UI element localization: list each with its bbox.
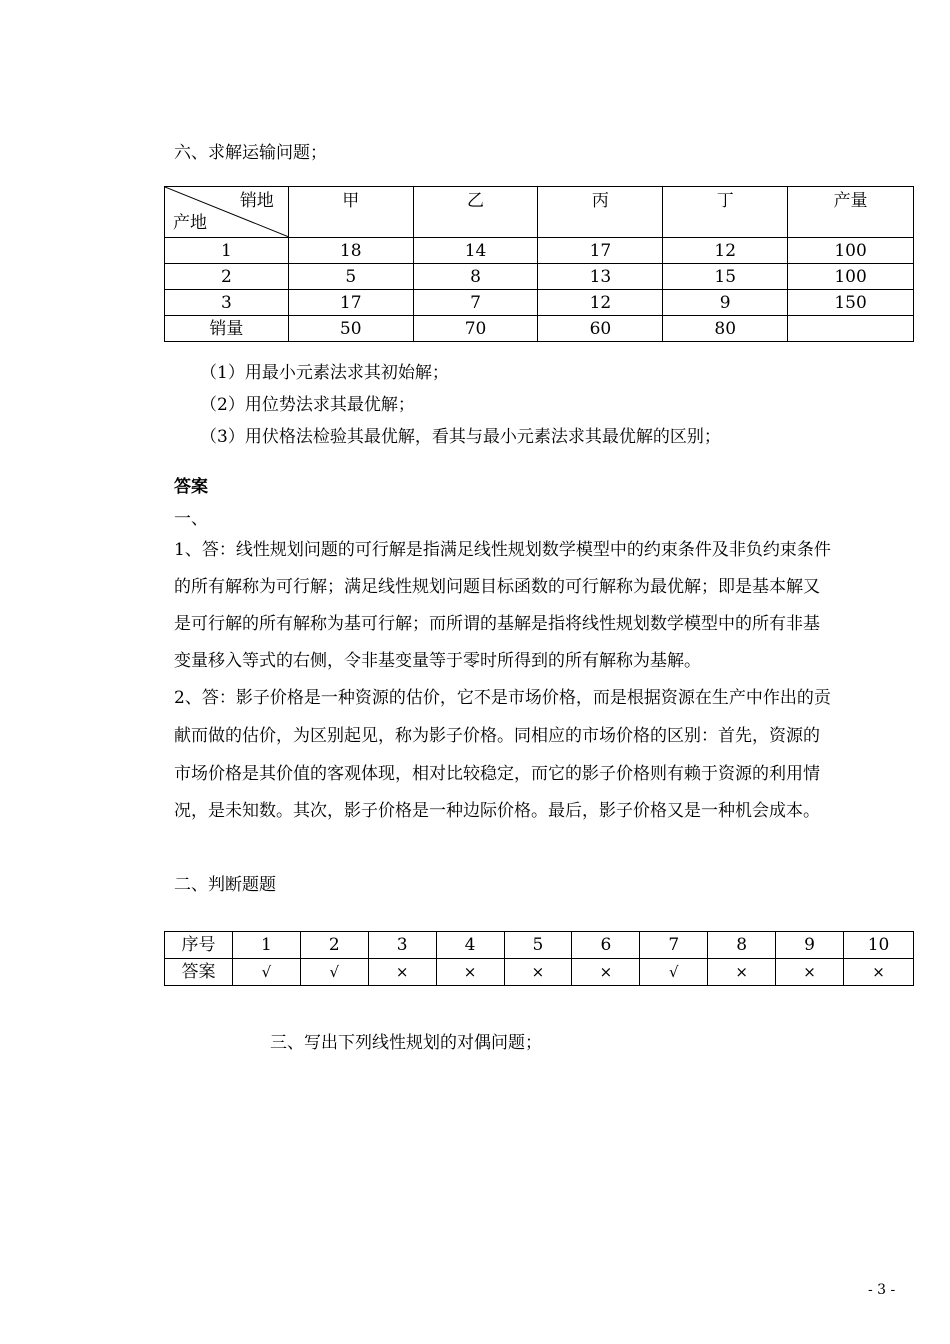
question-number: 3 (368, 932, 436, 959)
table-row (165, 238, 914, 264)
answer2-line: 况，是未知数。其次，影子价格是一种边际价格。最后，影子价格又是一种机会成本。 (174, 801, 820, 821)
question-number: 10 (844, 932, 914, 959)
answer2-line: 2、答：影子价格是一种资源的估价，它不是市场价格，而是根据资源在生产中作出的贡 (174, 688, 831, 708)
transport-table (164, 186, 914, 342)
table-cell (788, 316, 914, 342)
table-cell: 50 (288, 316, 413, 342)
table-cell: 9 (663, 290, 788, 316)
table-cell: 150 (788, 290, 914, 316)
row-label: 销量 (165, 316, 289, 342)
table-cell: 17 (538, 238, 663, 264)
table-row (165, 959, 914, 986)
table-cell: 18 (288, 238, 413, 264)
question-number: 8 (708, 932, 776, 959)
col-header: 产量 (788, 187, 914, 238)
answer-mark: × (776, 959, 844, 986)
table-cell: 15 (663, 264, 788, 290)
table-row (165, 264, 914, 290)
answer-mark: × (844, 959, 914, 986)
table-cell: 13 (538, 264, 663, 290)
corner-cell (165, 187, 289, 238)
answer-mark: √ (640, 959, 708, 986)
table-cell: 100 (788, 238, 914, 264)
question-1: （1）用最小元素法求其初始解； (200, 363, 449, 383)
answer1-line: 变量移入等式的右侧，令非基变量等于零时所得到的所有解称为基解。 (174, 651, 701, 671)
question-number: 7 (640, 932, 708, 959)
answer1-line: 的所有解称为可行解；满足线性规划问题目标函数的可行解称为最优解；即是基本解又 (174, 577, 820, 597)
judgement-table (164, 931, 914, 986)
row-label: 答案 (165, 959, 233, 986)
page-number: - 3 - (868, 1282, 896, 1298)
part1-label: 一、 (174, 509, 208, 529)
answer-mark: × (572, 959, 640, 986)
table-cell: 70 (413, 316, 538, 342)
row-label: 1 (165, 238, 289, 264)
col-header: 甲 (288, 187, 413, 238)
col-header: 丙 (538, 187, 663, 238)
table-cell: 12 (663, 238, 788, 264)
corner-top-label: 销地 (239, 191, 274, 211)
col-header: 丁 (663, 187, 788, 238)
table-row (165, 316, 914, 342)
col-header: 乙 (413, 187, 538, 238)
question-number: 5 (504, 932, 572, 959)
table-row (165, 932, 914, 959)
table-cell: 7 (413, 290, 538, 316)
answer1-line: 1、答：线性规划问题的可行解是指满足线性规划数学模型中的约束条件及非负约束条件 (174, 540, 831, 560)
answers-heading: 答案 (174, 477, 208, 497)
table-cell: 5 (288, 264, 413, 290)
table-cell: 14 (413, 238, 538, 264)
table-cell: 100 (788, 264, 914, 290)
answer-mark: × (708, 959, 776, 986)
question-number: 2 (300, 932, 368, 959)
table-cell: 60 (538, 316, 663, 342)
table-cell: 12 (538, 290, 663, 316)
answer2-line: 献而做的估价，为区别起见，称为影子价格。同相应的市场价格的区别：首先，资源的 (174, 726, 820, 746)
section6-title: 六、求解运输问题； (174, 143, 327, 163)
part2-title: 二、判断题题 (174, 875, 276, 895)
question-number: 6 (572, 932, 640, 959)
question-number: 1 (232, 932, 300, 959)
answer-mark: √ (232, 959, 300, 986)
row-label: 序号 (165, 932, 233, 959)
question-number: 4 (436, 932, 504, 959)
table-row (165, 290, 914, 316)
part3-title: 三、写出下列线性规划的对偶问题； (270, 1033, 542, 1053)
question-3: （3）用伏格法检验其最优解，看其与最小元素法求其最优解的区别； (200, 427, 721, 447)
row-label: 3 (165, 290, 289, 316)
answer1-line: 是可行解的所有解称为基可行解；而所谓的基解是指将线性规划数学模型中的所有非基 (174, 614, 820, 634)
corner-bottom-label: 产地 (173, 213, 207, 233)
question-2: （2）用位势法求其最优解； (200, 395, 415, 415)
table-cell: 17 (288, 290, 413, 316)
answer-mark: × (368, 959, 436, 986)
question-number: 9 (776, 932, 844, 959)
answer-mark: × (504, 959, 572, 986)
answer2-line: 市场价格是其价值的客观体现，相对比较稳定，而它的影子价格则有赖于资源的利用情 (174, 764, 820, 784)
answer-mark: × (436, 959, 504, 986)
table-cell: 8 (413, 264, 538, 290)
table-cell: 80 (663, 316, 788, 342)
answer-mark: √ (300, 959, 368, 986)
row-label: 2 (165, 264, 289, 290)
